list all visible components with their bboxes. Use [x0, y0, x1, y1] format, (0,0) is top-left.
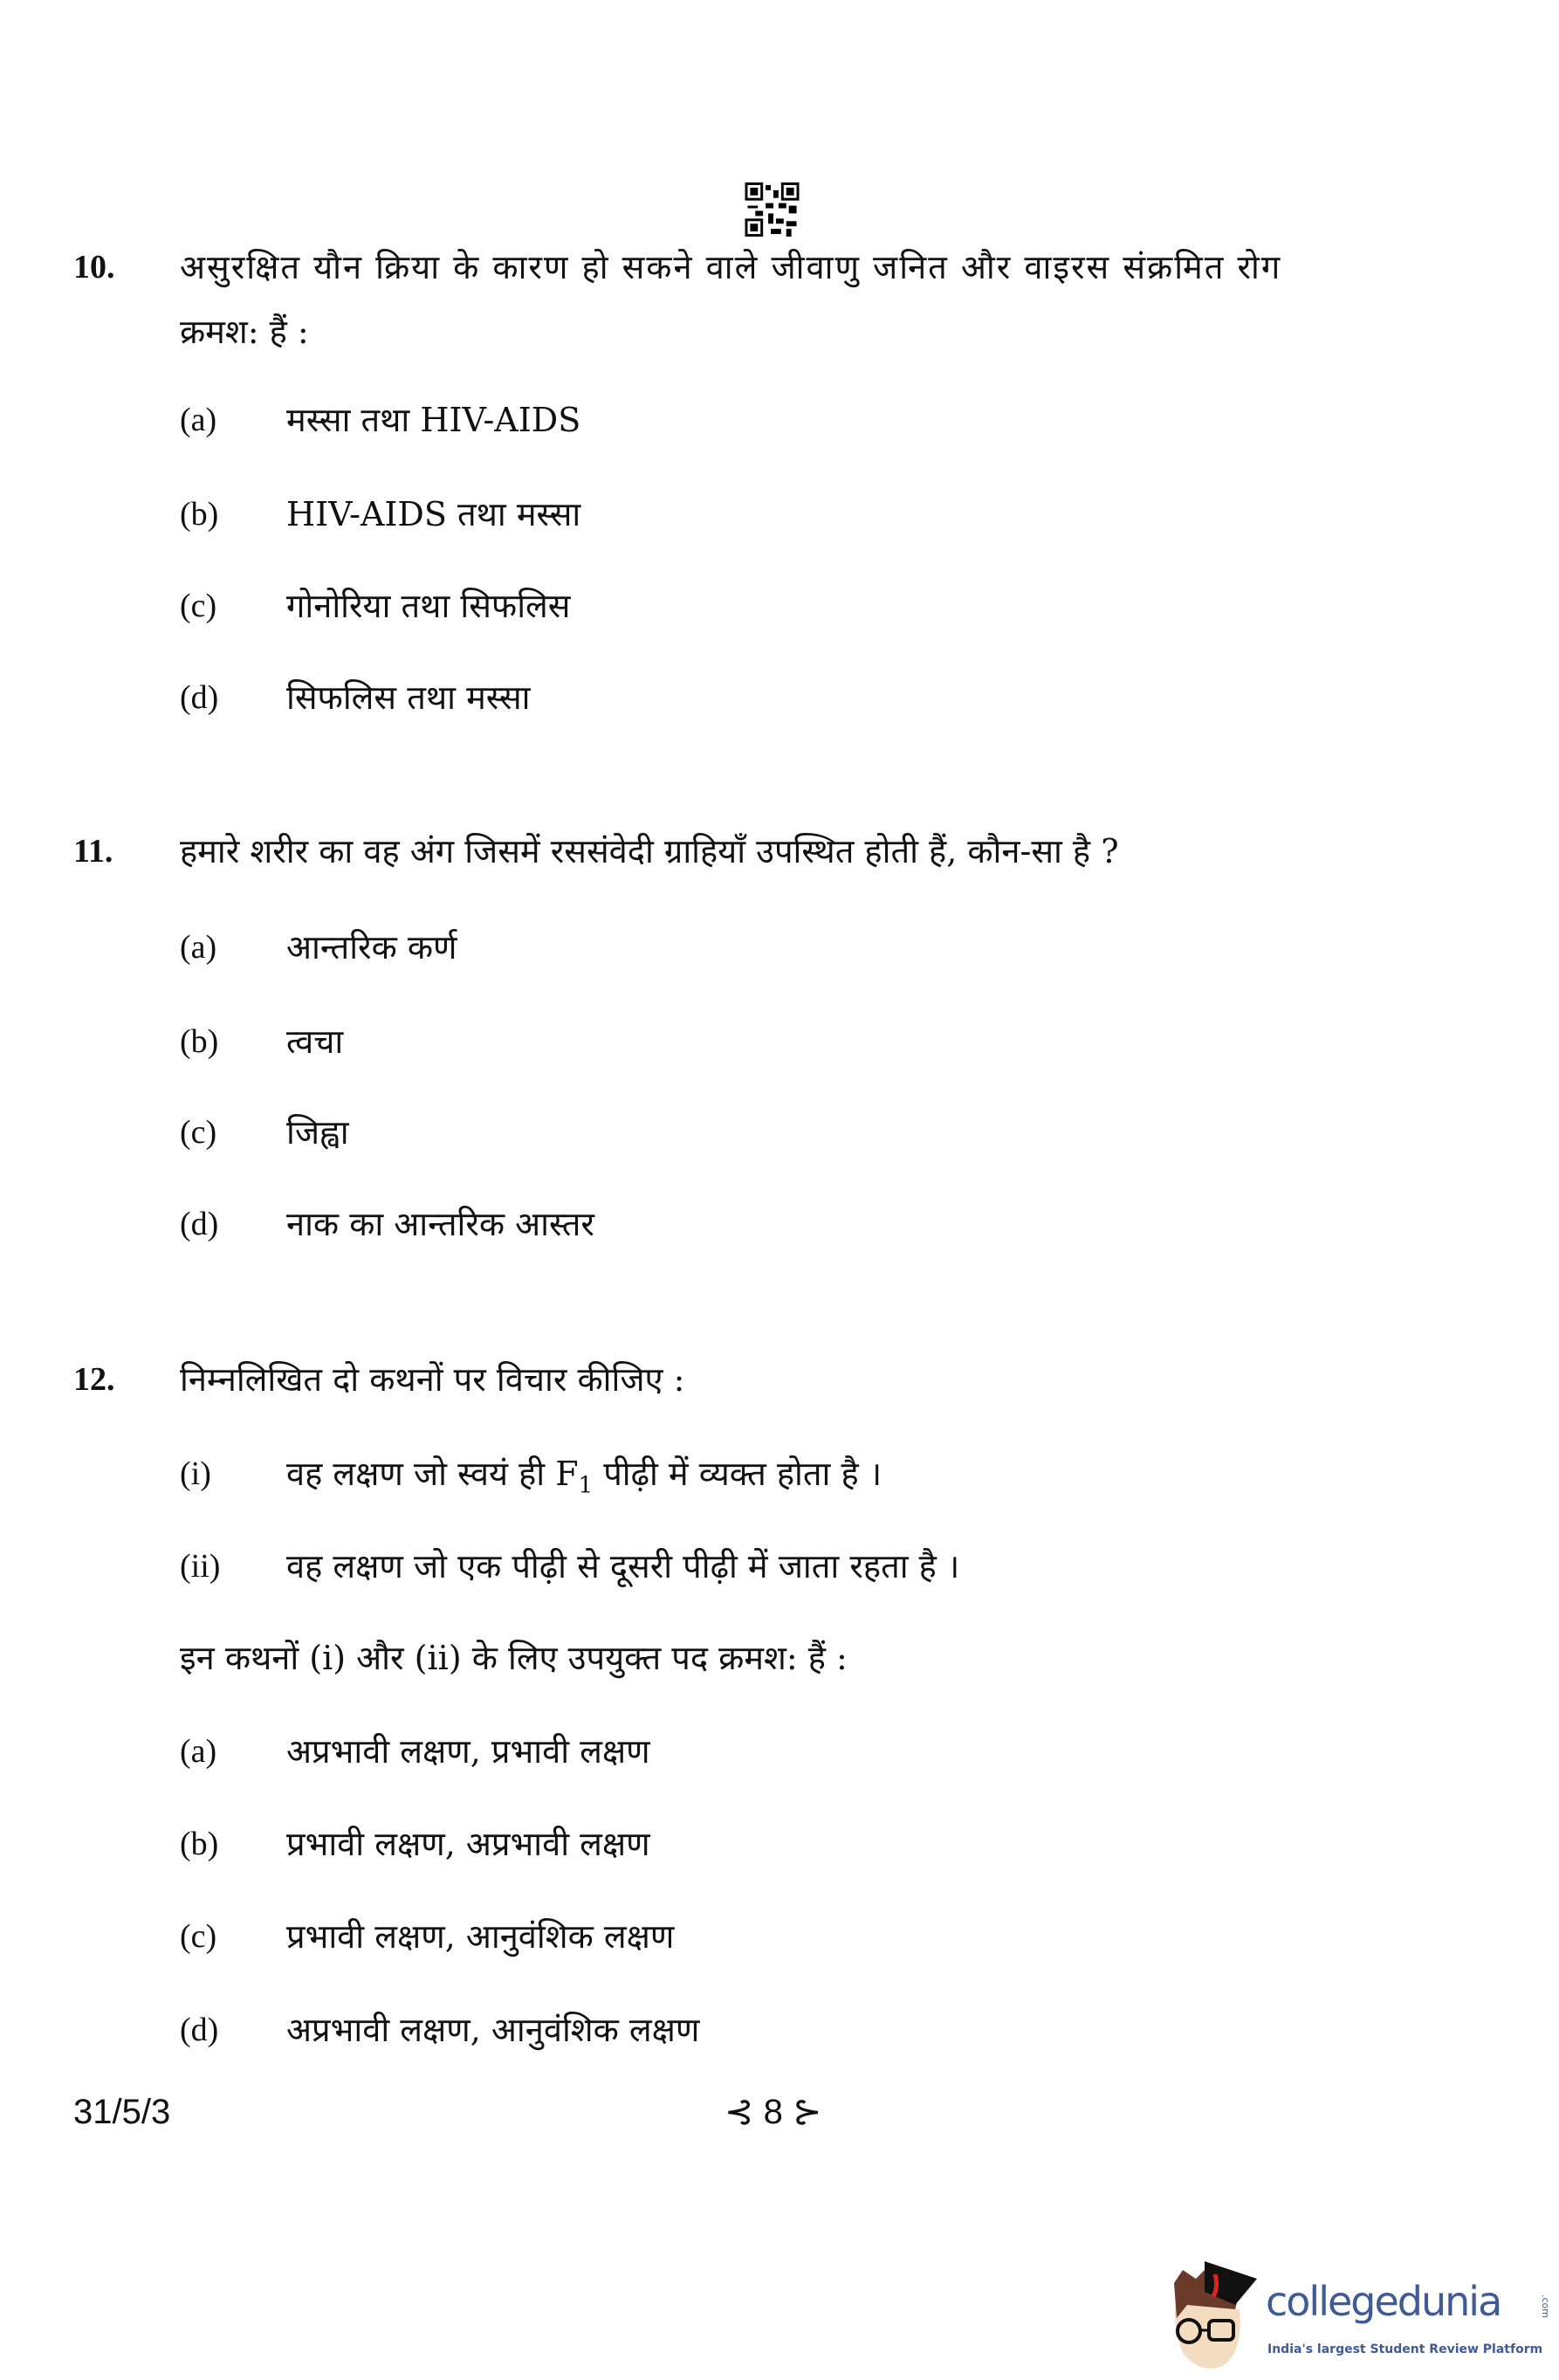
option-label: (d) [180, 1206, 219, 1242]
option-label: (a) [180, 929, 217, 966]
subscript: 1 [578, 1472, 594, 1499]
logo-suffix: .com [1540, 2294, 1551, 2318]
option-label: (c) [180, 1918, 217, 1955]
page-number: ⊰ 8 ⊱ [725, 2093, 822, 2131]
paper-code: 31/5/3 [73, 2093, 171, 2131]
logo-tagline: India's largest Student Review Platform [1267, 2342, 1543, 2356]
option-label: (b) [180, 496, 219, 533]
option-text: त्वचा [286, 1022, 344, 1061]
qr-code [745, 182, 800, 237]
option-text: अप्रभावी लक्षण, आनुवंशिक लक्षण [286, 2011, 700, 2049]
statement-text: वह लक्षण जो एक पीढ़ी से दूसरी पीढ़ी में जाता रहता है । [286, 1547, 960, 1586]
statement-text-part: पीढ़ी में व्यक्त होता है । [593, 1455, 883, 1493]
question-number: 11. [73, 833, 113, 870]
option-label: (c) [180, 588, 217, 624]
statement-text-part: वह लक्षण जो स्वयं ही F [286, 1455, 579, 1493]
option-label: (c) [180, 1114, 217, 1151]
option-label: (b) [180, 1023, 219, 1060]
question-text: निम्नलिखित दो कथनों पर विचार कीजिए : [180, 1360, 685, 1399]
question-number: 12. [73, 1361, 115, 1398]
option-text: HIV-AIDS तथा मस्सा [286, 495, 581, 533]
logo-name: collegedunia [1266, 2278, 1501, 2325]
question-text: हमारे शरीर का वह अंग जिसमें रससंवेदी ग्राहियाँ उपस्थित होती हैं, कौन-सा है ? [180, 832, 1119, 870]
option-text: नाक का आन्तरिक आस्तर [286, 1205, 594, 1243]
statement-label: (ii) [180, 1548, 221, 1585]
question-text: क्रमश: हैं : [180, 313, 309, 351]
option-label: (a) [180, 1733, 217, 1770]
option-text: प्रभावी लक्षण, अप्रभावी लक्षण [286, 1825, 650, 1863]
option-text: गोनोरिया तथा सिफलिस [286, 587, 571, 625]
question-prompt: इन कथनों (i) और (ii) के लिए उपयुक्त पद क्रमश: हैं : [180, 1639, 848, 1677]
option-label: (d) [180, 679, 219, 716]
option-text: आन्तरिक कर्ण [286, 928, 457, 966]
statement-text [286, 1449, 882, 1498]
option-label: (d) [180, 2012, 219, 2048]
option-label: (b) [180, 1826, 219, 1862]
question-number: 10. [73, 249, 115, 285]
question-text: असुरक्षित यौन क्रिया के कारण हो सकने वाले जीवाणु जनित और वाइरस संक्रमित रोग [180, 248, 1282, 286]
option-text: प्रभावी लक्षण, आनुवंशिक लक्षण [286, 1917, 675, 1956]
mascot-icon [1161, 2257, 1261, 2379]
option-text: सिफलिस तथा मस्सा [286, 678, 531, 717]
option-text: अप्रभावी लक्षण, प्रभावी लक्षण [286, 1732, 650, 1771]
option-text: मस्सा तथा HIV-AIDS [286, 401, 581, 439]
option-text: जिह्वा [286, 1113, 349, 1152]
statement-label: (i) [180, 1455, 211, 1492]
option-label: (a) [180, 402, 217, 438]
